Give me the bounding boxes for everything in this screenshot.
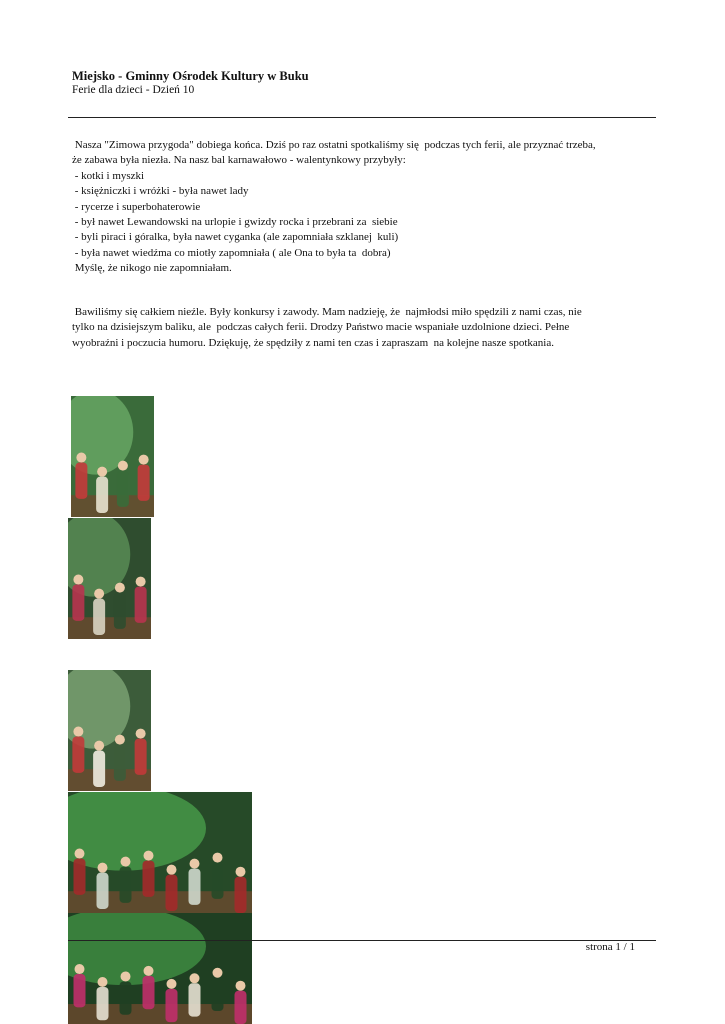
photo-kids-dancing-4 <box>68 792 252 913</box>
list-item: - był nawet Lewandowski na urlopie i gwizdy rocka i przebrani za siebie <box>72 216 398 229</box>
photo-figure-head <box>213 853 223 863</box>
photo-figure-body <box>97 873 109 909</box>
photo-figure-body <box>74 974 86 1007</box>
photo-floor <box>68 1004 252 1024</box>
document-title: Miejsko - Gminny Ośrodek Kultury w Buku <box>72 69 309 83</box>
photo-figure-body <box>120 981 132 1014</box>
photo-figure-head <box>75 849 85 859</box>
photo-figure-head <box>76 453 86 463</box>
photo-figure-body <box>117 471 129 507</box>
photo-figure-head <box>139 455 149 465</box>
photo-figure-head <box>121 971 131 981</box>
photo-figure-head <box>144 966 154 976</box>
photo-figure-body <box>114 745 126 781</box>
photo-figure-body <box>74 859 86 895</box>
photo-figure-body <box>235 991 247 1024</box>
photo-figure-body <box>212 863 224 899</box>
photo-figure-body <box>96 477 108 513</box>
photo-figure-head <box>167 979 177 989</box>
paragraph-line: Bawiliśmy się całkiem nieźle. Były konkursy i zawody. Mam nadzieję, że najmłodsi miło spędzili z nami czas, nie <box>72 306 582 318</box>
paragraph-line: wyobraźni i poczucia humoru. Dziękuję, że spędziły z nami ten czas i zapraszam na kolejne nasze spotkania. <box>72 336 554 349</box>
photo-kids-costumes-1 <box>71 396 154 517</box>
list-item: - rycerze i superbohaterowie <box>72 200 201 213</box>
photo-figure-body <box>189 983 201 1016</box>
photo-figure-head <box>167 865 177 875</box>
photo-figure-body <box>138 465 150 501</box>
photo-figure-head <box>190 859 200 869</box>
photo-figure-body <box>212 978 224 1011</box>
photo-figure-head <box>94 589 104 599</box>
photo-figure-head <box>115 583 125 593</box>
article-paragraph-2 <box>72 305 656 351</box>
document-subtitle: Ferie dla dzieci - Dzień 10 <box>72 84 195 96</box>
photo-figure-head <box>236 981 246 991</box>
list-item: - kotki i myszki <box>72 169 145 182</box>
photo-figure-head <box>190 973 200 983</box>
photo-figure-head <box>73 727 83 737</box>
intro-line: Nasza "Zimowa przygoda" dobiega końca. Dziś po raz ostatni spotkaliśmy się podczas tych ferii, ale przyznać trzeba, <box>72 139 596 151</box>
list-item: - byli piraci i góralka, była nawet cyganka (ale zapomniała szklanej kuli) <box>72 231 399 244</box>
photo-figure-head <box>97 467 107 477</box>
photo-figure-body <box>166 875 178 911</box>
article-paragraph-1 <box>72 138 656 277</box>
intro-line: że zabawa była niezła. Na nasz bal karnawałowo - walentynkowy przybyły: <box>72 154 406 167</box>
photo-figure-body <box>189 869 201 905</box>
photo-figure-head <box>213 968 223 978</box>
closing-line: Myślę, że nikogo nie zapomniałam. <box>72 262 232 275</box>
photo-figure-head <box>75 964 85 974</box>
photo-figure-head <box>118 461 128 471</box>
paragraph-line: tylko na dzisiejszym baliku, ale podczas całych ferii. Drodzy Państwo macie wspaniałe uzdolnione dzieci. Pełne <box>72 321 570 334</box>
photo-figure-body <box>72 585 84 621</box>
photo-figure-body <box>114 593 126 629</box>
photo-figure-head <box>98 863 108 873</box>
photo-figure-head <box>98 977 108 987</box>
photo-figure-body <box>135 739 147 775</box>
photo-figure-body <box>93 751 105 787</box>
photo-figure-head <box>121 857 131 867</box>
photo-figure-body <box>93 599 105 635</box>
photo-figure-body <box>143 976 155 1009</box>
photo-figure-head <box>94 741 104 751</box>
photo-kids-costumes-3 <box>68 670 151 791</box>
photo-figure-body <box>166 989 178 1022</box>
photo-figure-head <box>136 577 146 587</box>
page-number: strona 1 / 1 <box>585 941 635 953</box>
photo-figure-body <box>235 877 247 913</box>
photo-kids-dancing-5 <box>68 913 252 1024</box>
photo-figure-body <box>143 861 155 897</box>
photo-figure-head <box>73 575 83 585</box>
photo-floor <box>68 891 252 913</box>
footer-divider <box>68 940 656 941</box>
photo-figure-head <box>236 867 246 877</box>
list-item: - księżniczki i wróżki - była nawet lady <box>72 185 249 198</box>
photo-figure-body <box>135 587 147 623</box>
photo-figure-body <box>75 463 87 499</box>
header-divider <box>68 117 656 118</box>
photo-figure-body <box>72 737 84 773</box>
photo-figure-body <box>97 987 109 1020</box>
photo-figure-head <box>115 735 125 745</box>
photo-kids-costumes-2 <box>68 518 151 639</box>
list-item: - była nawet wiedźma co miotły zapomniała ( ale Ona to była ta dobra) <box>72 246 391 259</box>
photo-figure-head <box>136 729 146 739</box>
photo-figure-body <box>120 867 132 903</box>
costume-list <box>72 169 656 261</box>
photo-figure-head <box>144 851 154 861</box>
